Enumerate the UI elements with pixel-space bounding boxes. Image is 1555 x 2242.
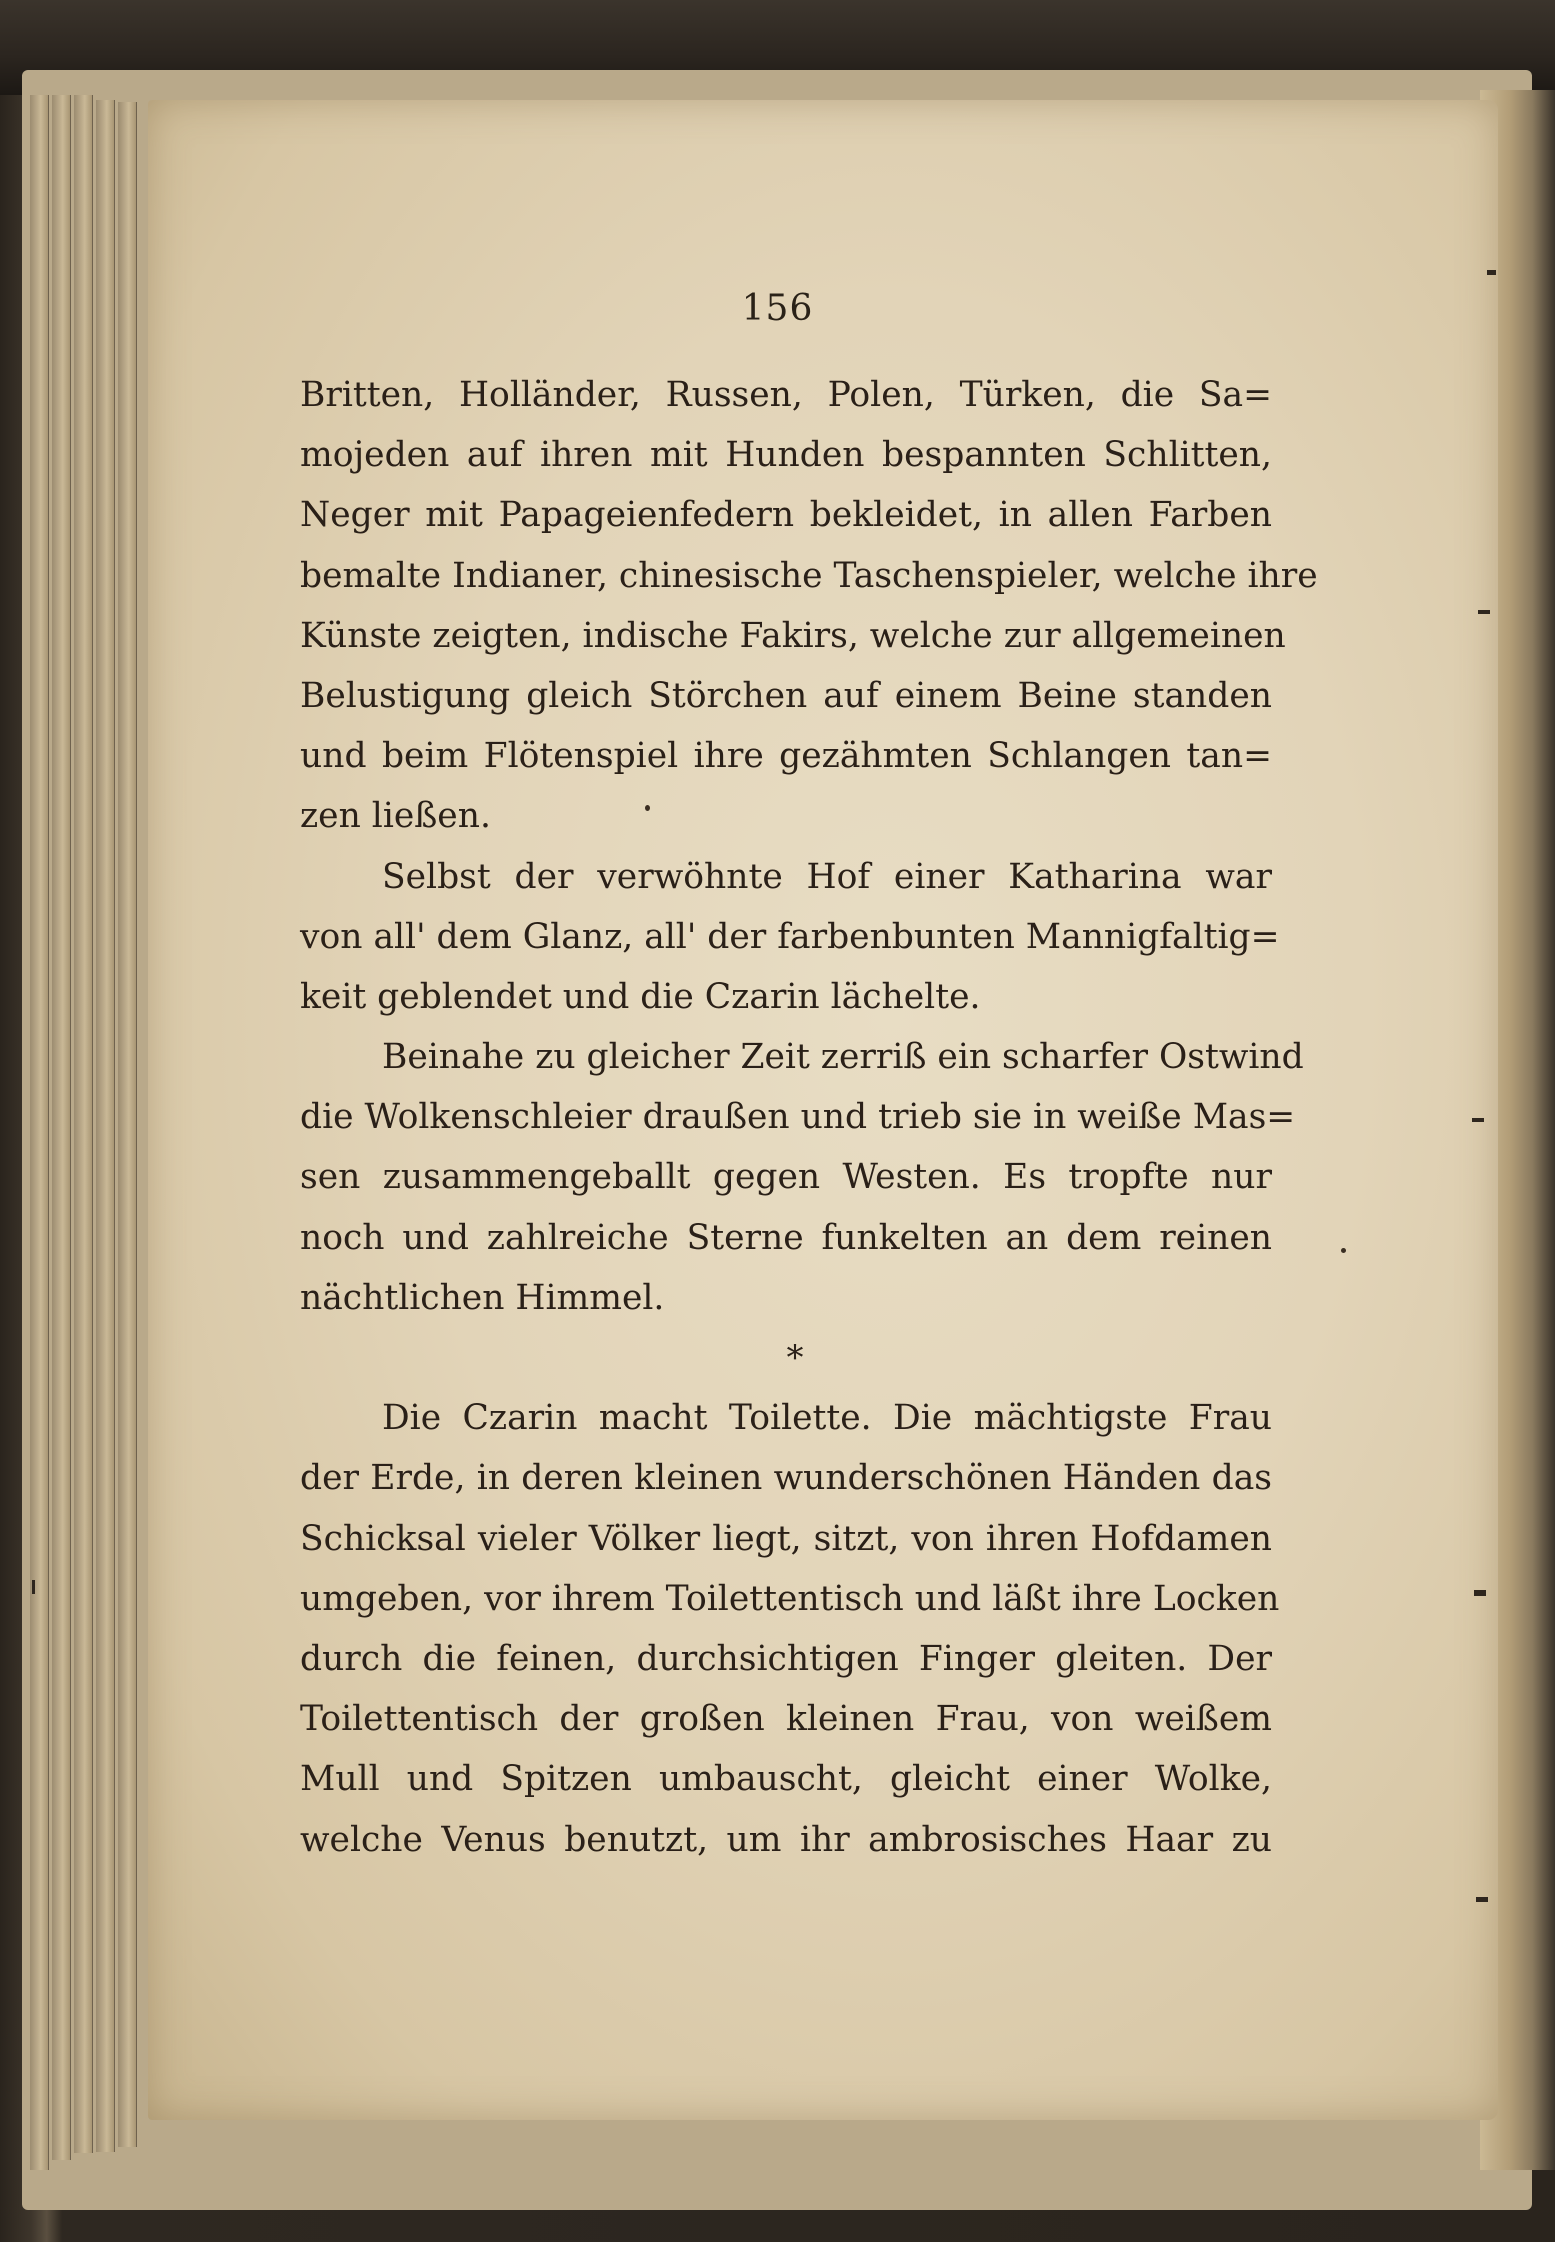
- text-line: der Erde, in deren kleinen wunderschönen Händen das: [300, 1458, 1272, 1499]
- text-line: bemalte Indianer, chinesische Taschenspieler, welche ihre: [300, 555, 1318, 596]
- text-line: und beim Flötenspiel ihre gezähmten Schlangen tan=: [300, 736, 1272, 777]
- margin-mark: [1472, 1118, 1484, 1122]
- text-line: mojeden auf ihren mit Hunden bespannten Schlitten,: [300, 435, 1272, 476]
- page-edge: [118, 102, 137, 2147]
- page-text: [300, 365, 1318, 1870]
- page-edge: [52, 95, 71, 2160]
- text-line: sen zusammengeballt gegen Westen. Es tropfte nur: [300, 1157, 1272, 1198]
- text-line: Britten, Holländer, Russen, Polen, Türken, die Sa=: [300, 375, 1272, 415]
- text-line: Selbst der verwöhnte Hof einer Katharina war: [382, 856, 1272, 897]
- text-line: Schicksal vieler Völker liegt, sitzt, von ihren Hofdamen: [300, 1518, 1272, 1559]
- text-line: Belustigung gleich Störchen auf einem Beine standen: [300, 675, 1272, 716]
- text-line: Mull und Spitzen umbauscht, gleicht einer Wolke,: [300, 1759, 1272, 1800]
- text-line: welche Venus benutzt, um ihr ambrosisches Haar zu: [300, 1819, 1272, 1860]
- margin-mark: [32, 1580, 35, 1594]
- text-line: keit geblendet und die Czarin lächelte.: [300, 976, 981, 1017]
- scan-speck: [1341, 1248, 1346, 1253]
- text-line: Künste zeigten, indische Fakirs, welche zur allgemeinen: [300, 615, 1286, 656]
- page-edge: [74, 95, 93, 2153]
- text-line: nächtlichen Himmel.: [300, 1277, 665, 1318]
- margin-mark: [1478, 610, 1490, 614]
- margin-mark: [1476, 1897, 1488, 1902]
- text-line: Toilettentisch der großen kleinen Frau, von weißem: [300, 1699, 1272, 1740]
- text-line: Die Czarin macht Toilette. Die mächtigste Frau: [382, 1398, 1272, 1439]
- margin-mark: [1487, 270, 1496, 275]
- page-number: 156: [741, 288, 814, 329]
- text-line: Neger mit Papageienfedern bekleidet, in allen Farben: [300, 495, 1272, 536]
- section-separator: *: [786, 1338, 804, 1378]
- margin-mark: [1474, 1590, 1486, 1596]
- text-line: durch die feinen, durchsichtigen Finger gleiten. Der: [300, 1638, 1272, 1679]
- page-edge: [96, 100, 115, 2152]
- text-line: Beinahe zu gleicher Zeit zerriß ein scharfer Ostwind: [382, 1037, 1304, 1078]
- page-edge: [30, 95, 49, 2170]
- text-line: zen ließen.: [300, 796, 491, 837]
- scan-speck: [645, 805, 650, 811]
- text-line: von all' dem Glanz, all' der farbenbunten Mannigfaltig=: [300, 916, 1280, 957]
- text-line: die Wolkenschleier draußen und trieb sie in weiße Mas=: [300, 1097, 1296, 1138]
- text-line: noch und zahlreiche Sterne funkelten an dem reinen: [300, 1217, 1272, 1258]
- text-line: umgeben, vor ihrem Toilettentisch und läßt ihre Locken: [300, 1578, 1280, 1619]
